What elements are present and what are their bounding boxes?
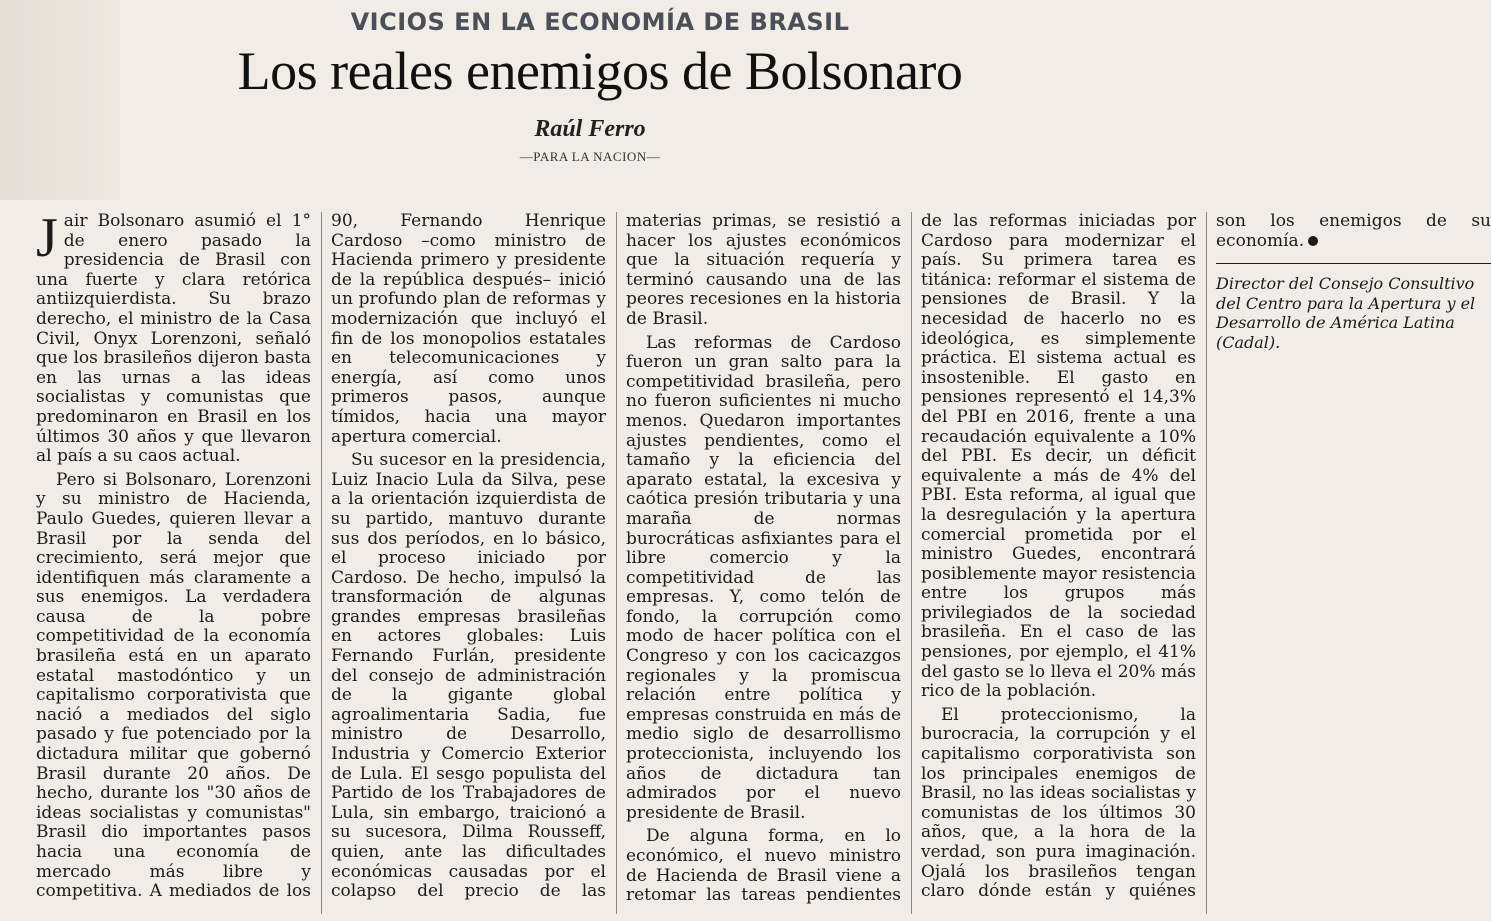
paragraph-6-text: El proteccionismo, la burocracia, la corrupción y el capitalismo corporativista son los principales enemigos de Brasil, no las ideas socialistas y comunistas de los últimos 30 años, que, a la hora de la verdad, son pura imaginación. Ojalá los brasileños tengan claro dónde están y quiénes son los enemigos de su economía. [921,211,1491,902]
byline [460,116,720,165]
paragraph-4: Las reformas de Cardoso fueron un gran salto para la competitividad brasileña, pero no fueron suficientes ni mucho menos. Quedaron importantes ajustes pendientes, como el tamaño y la eficiencia del aparato estatal, la excesiva y caótica presión tributaria y una maraña de normas burocráticas asfixiantes para el libre comercio y la competitividad de las empresas. Y, como telón de fondo, la corrupción como modo de hacer política con el Congreso y con los cacicazgos regionales y la promiscua relación entre política y empresas construida en más de medio siglo de desarrollismo proteccionista, incluyendo los años de dictadura tan admirados por el nuevo presidente de Brasil. [626,332,901,823]
article-body [36,207,1491,914]
paragraph-1 [36,207,311,467]
author-name: Raúl Ferro [534,116,646,142]
paragraph-5: De alguna forma, en lo económico, el nuevo ministro de Hacienda de Brasil viene a retomar las tareas pendientes de las reformas iniciadas por Cardoso para modernizar el país. Su primera tarea es titánica: reformar el sistema de pensiones de Brasil. Y la necesidad de hacerlo no es ideológica, es simplemente práctica. El sistema actual es insostenible. El gasto en pensiones representó el 14,3% del PBI en 2016, frente a una recaudación equivalente a 10% del PBI. Es decir, un déficit equivalente a más de 4% del PBI. Esta reforma, al igual que la desregulación y la apertura comercial prometida por el ministro Guedes, encontrará posiblemente mayor resistencia entre los grupos más privilegiados de la sociedad brasileña. En el caso de las pensiones, por ejemplo, el 41% del gasto se lo lleva el 20% más rico de la población. [626,211,1196,906]
paragraph-3: Su sucesor en la presidencia, Luiz Inacio Lula da Silva, pese a la orientación izquierdista de su partido, mantuvo durante sus dos períodos, en lo básico, el proceso iniciado por Cardoso. De hecho, impulsó la transformación de algunas grandes empresas brasileñas en actores globales: Luis Fernando Furlán, presidente del consejo de administración de la gigante global agroalimentaria Sadia, fue ministro de Desarrollo, Industria y Comercio Exterior de Lula. El sesgo populista del Partido de los Trabajadores de Lula, sin embargo, traicionó a su sucesora, Dilma Rousseff, quien, ante las dificultades económicas causadas por el colapso del precio de las materias primas, se resistió a hacer los ajustes económicos que la situación requería y terminó causando una de las peores recesiones en la historia de Brasil. [331,211,901,902]
section-kicker: VICIOS EN LA ECONOMÍA DE BRASIL [350,8,850,36]
paragraph-1-text: air Bolsonaro asumió el 1° de enero pasado la presidencia de Brasil con una fuerte y clara retórica antiizquierdista. Su brazo derecho, el ministro de la Casa Civil, Onyx Lorenzoni, señaló que los brasileños dijeron basta en las urnas a las ideas socialistas y comunistas que predominaron en Brasil en los últimos 30 años y que llevaron al país a su caos actual. [36,211,311,467]
author-credit: —PARA LA NACION— [519,149,661,164]
drop-cap: J [36,207,58,269]
author-bio: Director del Consejo Consultivo del Centro para la Apertura y el Desarrollo de América Latina (Cadal). [1216,263,1491,352]
paragraph-2: Pero si Bolsonaro, Lorenzoni y su ministro de Hacienda, Paulo Guedes, quieren llevar a Brasil por la senda del crecimiento, será mejor que identifiquen más claramente a sus enemigos. La verdadera causa de la pobre competitividad de la economía brasileña está en un aparato estatal mastodóntico y un capitalismo corporativista que nació a mediados del siglo pasado y fue potenciado por la dictadura militar que gobernó Brasil durante 20 años. De hecho, durante los "30 años de ideas socialistas y comunistas" Brasil dio importantes pasos hacia una economía de mercado más libre y competitiva. A mediados de los 90, Fernando Henrique Cardoso –como ministro de Hacienda primero y presidente de la república después– inició un profundo plan de reformas y modernización que incluyó el fin de los monopolios estatales en telecomunicaciones y energía, así como unos primeros pasos, aunque tímidos, hacia una mayor apertura comercial. [36,211,606,902]
headline: Los reales enemigos de Bolsonaro [237,41,963,101]
end-mark-icon [1308,236,1318,246]
